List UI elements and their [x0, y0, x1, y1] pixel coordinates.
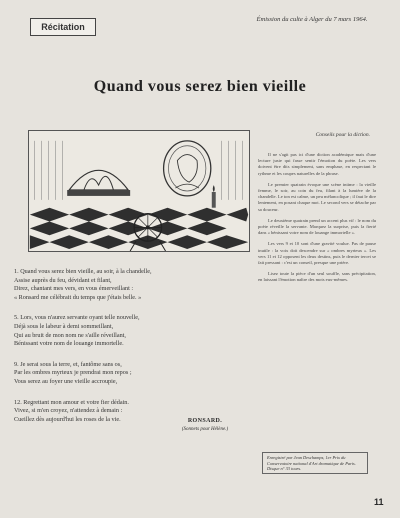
poem-line: 1. Quand vous serez bien vieille, au soir, à la chandelle, — [14, 268, 152, 275]
poem-text — [14, 268, 244, 436]
poem-line: Bénissant votre nom de louange immortelle. — [14, 340, 124, 348]
poem-line: 12. Regrettant mon amour et votre fier dédain. — [14, 398, 129, 406]
poem-line: Vivez, si m'en croyez, n'attendez à demain : — [14, 407, 123, 415]
poem-line: Assise auprès du feu, dévidant et filant, — [14, 276, 112, 284]
stanza-3 — [14, 361, 244, 387]
poem-line: Cueillez dès aujourd'hui les roses de la vie. — [14, 415, 121, 423]
page-number: 11 — [374, 497, 384, 507]
advice-paragraph: Le premier quatrain évoque une scène intime : la vieille femme, le soir, au coin du feu, filant à la lumière de la chandelle. Le ton est calme, un peu mélancolique ; il faut le dire lentement, en posant chaque mot. Le second vers se détache par sa douceur. — [258, 181, 376, 212]
advice-paragraph: Le deuxième quatrain prend un accent plus vif : le nom du poète réveille la servante. Marquez la surprise, puis la fierté dans « bénissant votre nom de louange immortelle ». — [258, 217, 376, 236]
illustration — [28, 130, 250, 252]
advice-paragraph: Il ne s'agit pas ici d'une diction académique mais d'une lecture juste qui fasse sentir l'émotion du poète. Les vers doivent être dits simplement, sans emphase, en respectant le rythme et les coupes naturelles de la phrase. — [258, 152, 376, 176]
poem-line: Déjà sous le labeur à demi sommeillant, — [14, 322, 114, 330]
advice-paragraph: Les vers 9 et 10 sont d'une gravité voulue. Pas de pause inutile : la voix doit descendre sur « ombres myrteux ». Les vers 11 et 12 opposent les deux destins, puis le dernier tercet se fait pressant : c'est un conseil, presque une prière. — [258, 241, 376, 266]
stanza-1 — [14, 268, 244, 302]
illustration-drawing — [29, 131, 249, 251]
broadcast-note: Émission du culte à Alger du 7 mars 1964. — [256, 16, 368, 23]
poem-line: 9. Je serai sous la terre, et, fantôme sans os, — [14, 360, 122, 368]
poem-line: 5. Lors, vous n'aurez servante oyant telle nouvelle, — [14, 314, 140, 322]
poem-line: Direz, chantant mes vers, en vous émerveillant : — [14, 285, 134, 293]
stanza-2 — [14, 314, 244, 348]
diction-caption: Conseils pour la diction. — [315, 132, 370, 138]
poem-author: RONSARD. — [187, 418, 223, 424]
diction-advice — [258, 152, 376, 289]
poem-line: Par les ombres myrteux je prendrai mon repos ; — [14, 369, 132, 377]
poem-line: Vous serez au foyer une vieille accroupie, — [14, 377, 118, 385]
poem-line: « Ronsard me célébrait du temps que j'étais belle. » — [14, 293, 142, 301]
advice-paragraph: Lisez toute la pièce d'un seul souffle, sans précipitation, en laissant l'émotion naître des mots eux-mêmes. — [258, 271, 376, 283]
poem-line: Qui au bruit de mon nom ne s'aille réveillant, — [14, 331, 126, 339]
poem-title: Quand vous serez bien vieille — [93, 78, 307, 95]
poem-source: (Sonnets pour Hélène.) — [181, 427, 229, 432]
recording-credit: Enregistré par Jean Deschamps, 1er Prix du Conservatoire national d'Art dramatique de Paris. Disque n° 33 tours. — [262, 452, 368, 474]
section-tag: Récitation — [30, 18, 96, 36]
